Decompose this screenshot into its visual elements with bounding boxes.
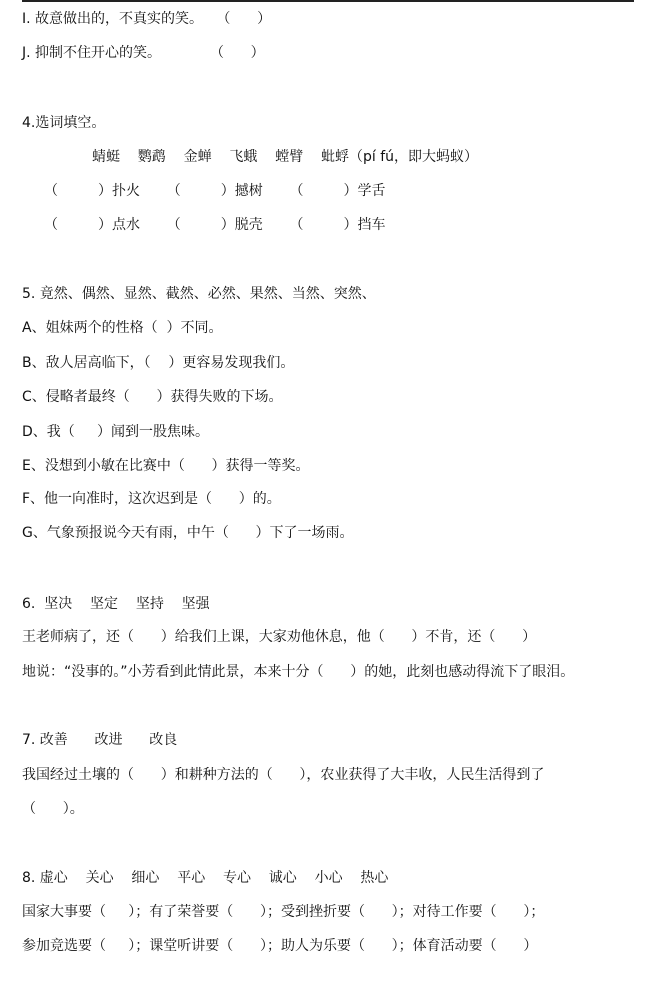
section-5-item-c: C、侵略者最终（ ）获得失败的下场。 bbox=[22, 389, 283, 405]
section-6-line-1: 王老师病了，还（ ）给我们上课，大家劝他休息，他（ ）不肯，还（ ） bbox=[22, 629, 537, 645]
section-8-line-2: 参加竞选要（ ）；课堂听讲要（ ）；助人为乐要（ ）；体育活动要（ ） bbox=[22, 938, 538, 954]
section-5-item-e: E、没想到小敏在比赛中（ ）获得一等奖。 bbox=[22, 458, 310, 474]
section-5-item-b: B、敌人居高临下，（ ）更容易发现我们。 bbox=[22, 355, 295, 371]
section-4-word-bank: 蜻蜓 鹦鹉 金蝉 飞蛾 螳臂 蚍蜉（pí fú，即大蚂蚁） bbox=[92, 149, 479, 165]
top-rule bbox=[22, 0, 634, 2]
section-4-title: 4.选词填空。 bbox=[22, 115, 106, 131]
section-4-row-1: （ ）扑火 （ ）撼树 （ ）学舌 bbox=[44, 183, 386, 199]
section-6-line-2: 地说：“没事的。”小芳看到此情此景，本来十分（ ）的她，此刻也感动得流下了眼泪。 bbox=[22, 664, 575, 680]
section-6-word-bank: 6. 坚决 坚定 坚持 坚强 bbox=[22, 596, 210, 612]
question-j: J. 抑制不住开心的笑。 （ ） bbox=[22, 45, 265, 61]
section-5-item-g: G、气象预报说今天有雨，中午（ ）下了一场雨。 bbox=[22, 525, 354, 541]
section-5-item-d: D、我（ ）闻到一股焦味。 bbox=[22, 424, 210, 440]
section-4-row-2: （ ）点水 （ ）脱壳 （ ）挡车 bbox=[44, 217, 386, 233]
section-7-word-bank: 7. 改善 改进 改良 bbox=[22, 732, 178, 748]
section-8-word-bank: 8. 虚心 关心 细心 平心 专心 诚心 小心 热心 bbox=[22, 870, 389, 886]
question-i: I. 故意做出的，不真实的笑。 （ ） bbox=[22, 11, 272, 27]
section-5-item-f: F、他一向准时，这次迟到是（ ）的。 bbox=[22, 491, 281, 507]
section-8-line-1: 国家大事要（ ）；有了荣誉要（ ）；受到挫折要（ ）；对待工作要（ ）； bbox=[22, 904, 545, 920]
section-5-word-bank: 5. 竟然、偶然、显然、截然、必然、果然、当然、突然、 bbox=[22, 286, 376, 302]
section-5-item-a: A、姐妹两个的性格（ ）不同。 bbox=[22, 320, 223, 336]
section-7-line-1: 我国经过土壤的（ ）和耕种方法的（ ），农业获得了大丰收，人民生活得到了 bbox=[22, 767, 545, 783]
section-7-line-2: （ ）。 bbox=[22, 801, 84, 817]
